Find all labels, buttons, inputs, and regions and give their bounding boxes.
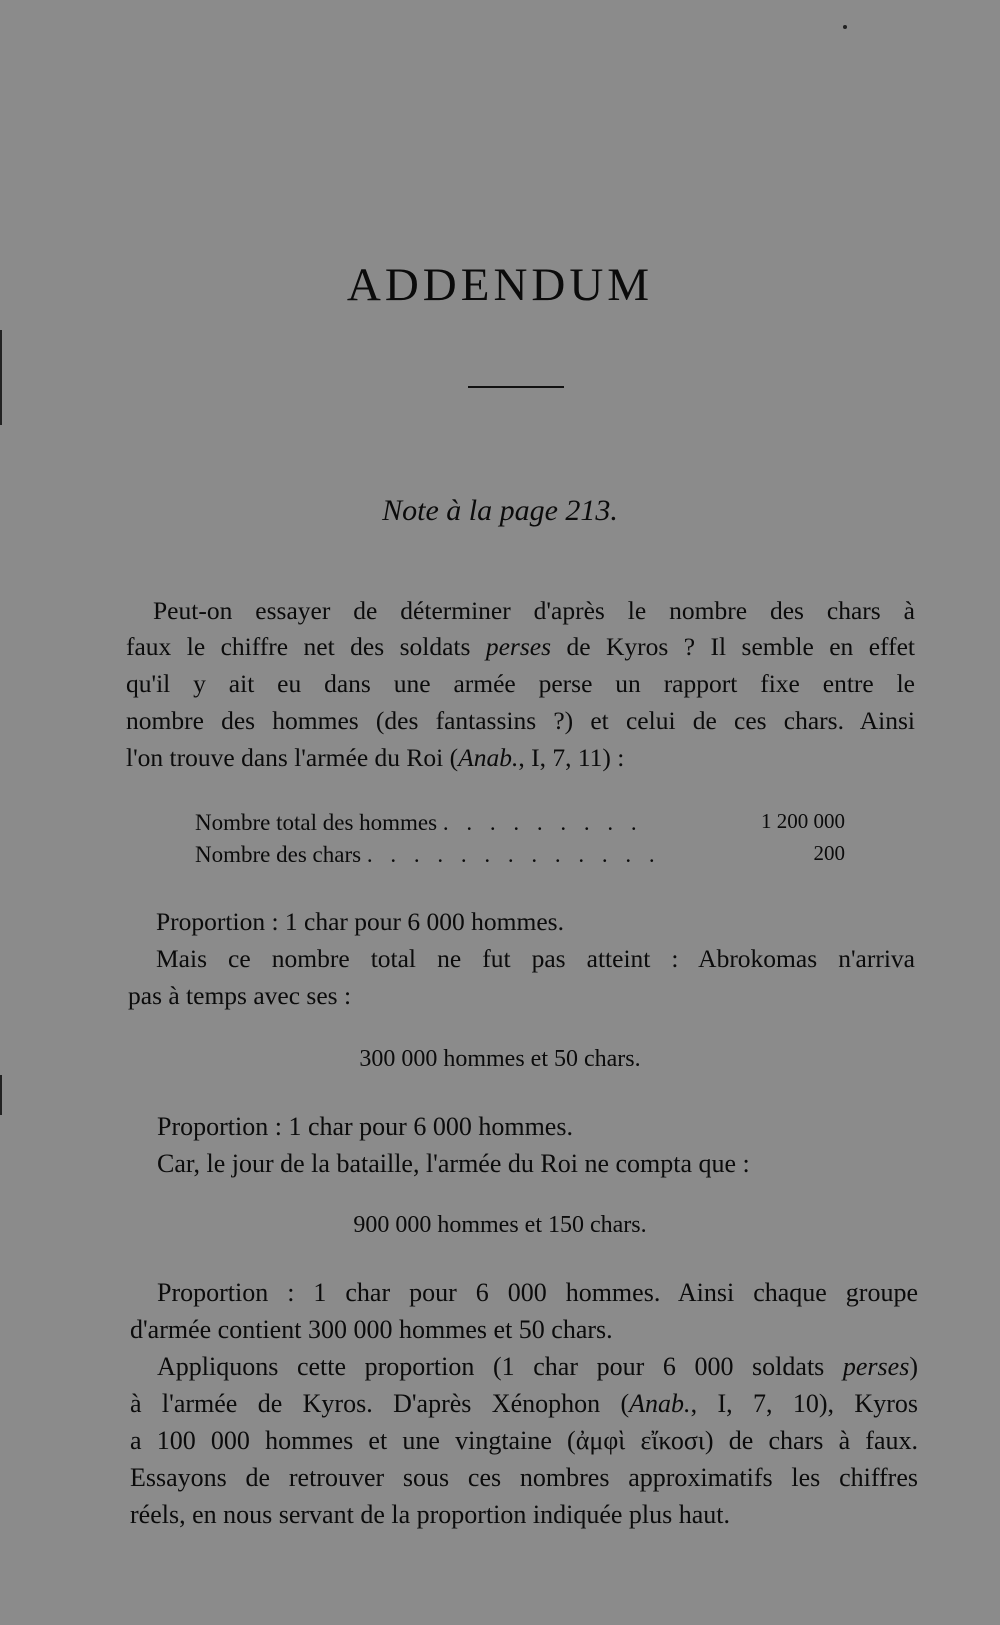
scan-dot [843,25,847,29]
paragraph-line [130,1502,730,1528]
paragraph-line [126,708,915,734]
paragraph-line [157,1151,750,1177]
text: , I, 7, 11) : [518,743,625,772]
paragraph-line [157,1354,918,1380]
paragraph-line [130,1317,613,1343]
table-row [195,843,845,866]
paragraph-line [156,946,915,972]
paragraph-line [130,1391,918,1417]
scan-edge-mark [0,330,2,425]
page-title: ADDENDUM [346,259,654,311]
italic-text: Anab. [458,743,519,772]
table-value: 1 200 000 [761,809,845,833]
paragraph-line [130,1465,918,1491]
title-divider [468,386,564,388]
paragraph-line [157,1114,573,1140]
italic-text: perses [485,632,552,661]
text: a 100 000 hommes et une vingtaine (ἀμφὶ εἴκοσι) de chars à faux. [130,1426,918,1455]
paragraph-line [126,671,915,697]
paragraph-line [130,1428,918,1454]
paragraph-line [157,1280,918,1306]
text: faux le chiffre net des soldats [126,632,486,661]
text: Essayons de retrouver sous ces nombres approximatifs les chiffres [130,1463,918,1492]
centered-figure: 300 000 hommes et 50 chars. [359,1046,641,1072]
text: Proportion : 1 char pour 6 000 hommes. Ainsi chaque groupe [157,1278,918,1307]
text: pas à temps avec ses : [128,981,352,1010]
paragraph-line [126,634,915,660]
text: d'armée contient 300 000 hommes et 50 chars. [130,1315,613,1344]
text: , I, 7, 10), Kyros [690,1389,918,1418]
paragraph-line [156,909,564,935]
text: réels, en nous servant de la proportion indiquée plus haut. [130,1500,731,1529]
text: Peut-on essayer de déterminer d'après le nombre des chars à [153,596,915,625]
text: de Kyros ? Il semble en effet [551,632,915,661]
leader-dots: . . . . . . . . . . . . . [366,842,661,867]
table-value: 200 [813,841,845,865]
text: Proportion : 1 char pour 6 000 hommes. [156,907,564,936]
centered-figure: 900 000 hommes et 150 chars. [353,1212,647,1238]
note-heading: Note à la page 213. [382,494,618,527]
table-label: Nombre total des hommes [195,810,438,835]
paragraph-line [126,745,624,771]
text: Car, le jour de la bataille, l'armée du Roi ne compta que : [157,1149,750,1178]
text: Appliquons cette proportion (1 char pour 6 000 soldats [157,1352,843,1381]
text: Mais ce nombre total ne fut pas atteint : Abrokomas n'arriva [156,944,915,973]
paragraph-line [128,983,351,1009]
text: qu'il y ait eu dans une armée perse un rapport fixe entre le [126,669,915,698]
text: à l'armée de Kyros. D'après Xénophon ( [130,1389,630,1418]
paragraph-line [153,598,915,624]
table-label: Nombre des chars [195,842,362,867]
leader-dots: . . . . . . . . . [442,810,643,835]
italic-text: Anab. [629,1389,691,1418]
text: l'on trouve dans l'armée du Roi ( [126,743,459,772]
text: Proportion : 1 char pour 6 000 hommes. [157,1112,573,1141]
italic-text: perses [842,1352,910,1381]
text: nombre des hommes (des fantassins ?) et celui de ces chars. Ainsi [126,706,915,735]
table-row [195,811,845,834]
text: ) [909,1352,918,1381]
scan-edge-mark [0,1075,2,1115]
